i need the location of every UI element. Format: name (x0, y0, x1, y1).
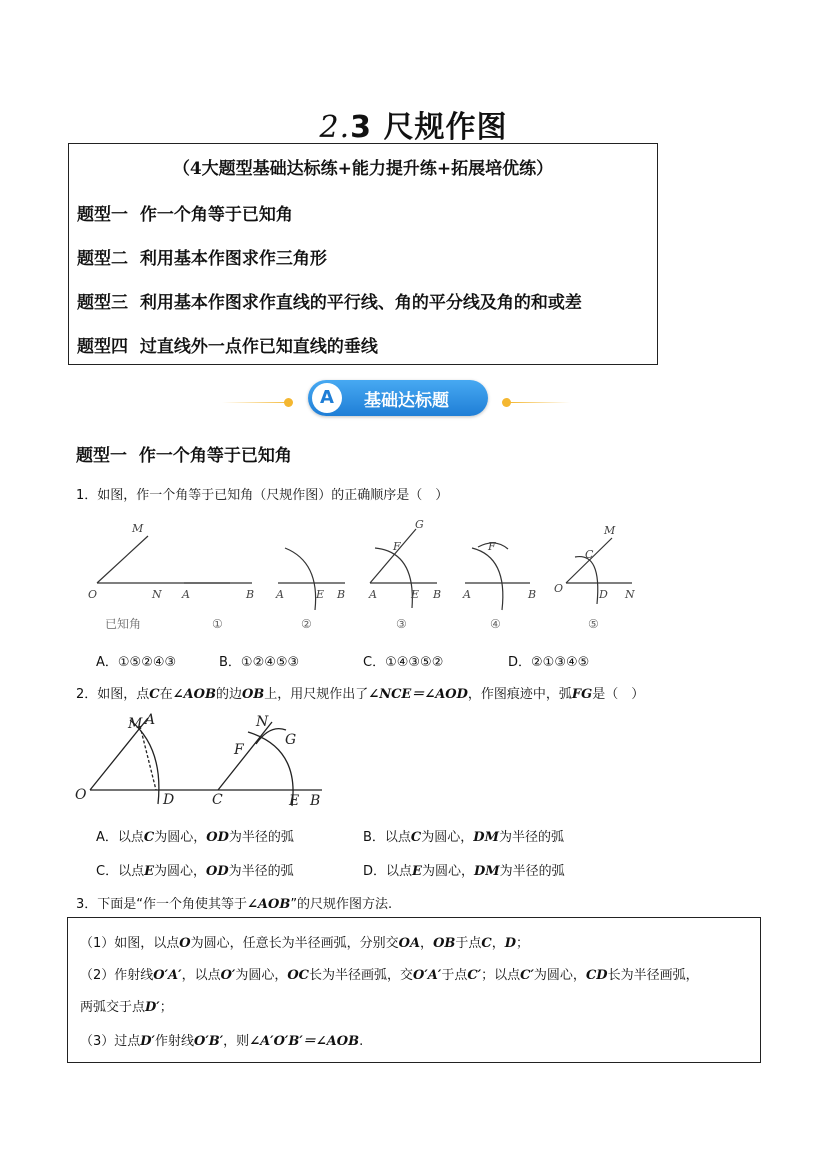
q2-label-g: G (285, 732, 297, 748)
q3-math-angle: ∠AOB (247, 897, 291, 912)
q1-label-o: O (88, 588, 98, 601)
summary-type-3 (77, 288, 582, 313)
step-math: D′ (140, 1034, 155, 1049)
q1-fig5-label-d: D (599, 588, 608, 601)
step-text: . (359, 1034, 364, 1049)
step-text: ； (516, 936, 530, 951)
type-label: 题型一 (77, 205, 128, 225)
step-text: （1）如图，以点 (80, 936, 180, 951)
q1-caption-3: ③ (396, 617, 407, 631)
section-heading (76, 441, 292, 466)
step-3 (80, 1030, 363, 1049)
q1-fig5-label-m: M (604, 524, 616, 537)
step-text: ，以点 (181, 968, 221, 983)
q2-math-fg: FG (571, 687, 593, 702)
q1-fig1-label-a: A (182, 588, 190, 601)
q1-fig3-label-a: A (369, 588, 377, 601)
q1-caption-given: 已知角 (105, 617, 142, 631)
step-text: 于点 (455, 936, 482, 951)
q2-label-a: A (145, 712, 156, 728)
q2-math-ob: OB (241, 687, 265, 702)
q2-text: 上，用尺规作出了 (264, 687, 369, 702)
step-text: 作射线 (154, 1034, 194, 1049)
step-math: O′B′ (194, 1034, 224, 1049)
q3-text: ”的尺规作图方法. (290, 897, 393, 912)
opt-text: C．以点 (96, 864, 145, 879)
q2-label-e: E (289, 793, 300, 809)
q2-math-angle-aob: ∠AOB (172, 687, 216, 702)
q1-fig3-arc (375, 548, 412, 608)
step-text: （2）作射线 (80, 968, 154, 983)
q2-option-a[interactable] (96, 826, 294, 845)
type-label: 题型二 (77, 249, 128, 269)
q2-option-c[interactable] (96, 860, 294, 879)
question-type-summary (68, 143, 658, 365)
q1-caption-4: ④ (490, 617, 501, 631)
opt-text: 为半径的弧 (499, 864, 565, 879)
step-text: ， (491, 936, 505, 951)
q2-arc-md (130, 720, 159, 804)
question-2-figure (72, 708, 334, 812)
opt-text: 为半径的弧 (498, 830, 564, 845)
step-1 (80, 932, 529, 951)
q1-fig5-label-o: O (554, 582, 564, 595)
q1-label-m: M (132, 522, 144, 535)
summary-subtitle: （4大题型基础达标练+能力提升练+拓展培优练） (172, 159, 554, 179)
q1-fig1-label-b: B (246, 588, 255, 601)
step-math: C (481, 936, 492, 951)
q1-fig3-label-e: E (411, 588, 420, 601)
q2-chord-dm (140, 726, 156, 790)
opt-center: C (143, 830, 155, 845)
q2-ray-cn (218, 722, 272, 790)
type-text: 过直线外一点作已知直线的垂线 (139, 337, 378, 357)
q1-caption-5: ⑤ (588, 617, 599, 631)
q2-text: 是（ ） (592, 687, 645, 702)
opt-text: 为圆心， (154, 864, 207, 879)
step-math: C′ (467, 968, 482, 983)
section-label: 题型一 (76, 446, 127, 466)
q2-text: ，作图痕迹中，弧 (467, 687, 572, 702)
opt-center: E (144, 864, 154, 879)
q1-label-n: N (152, 588, 162, 601)
q2-text: 在 (159, 687, 173, 702)
step-math: O′ (220, 968, 236, 983)
q1-caption-1: ① (212, 617, 223, 631)
q2-text: 的边 (215, 687, 242, 702)
q3-text: 3．下面是“作一个角使其等于 (76, 897, 248, 912)
step-math: OB (433, 936, 456, 951)
opt-text: 为半径的弧 (228, 830, 294, 845)
question-2-stem (76, 683, 644, 702)
opt-center: E (412, 864, 422, 879)
q2-label-d: D (163, 792, 175, 808)
step-text: ；以点 (481, 968, 521, 983)
banner-letter: A (312, 383, 342, 413)
q2-text: 2．如图，点 (76, 687, 150, 702)
q1-caption-2: ② (301, 617, 312, 631)
opt-text: 为半径的弧 (228, 864, 294, 879)
q1-option-b[interactable]: B．①②④⑤③ (219, 655, 300, 670)
summary-type-2 (77, 244, 327, 269)
q2-label-n: N (256, 714, 269, 730)
q1-option-a[interactable]: A．①⑤②④③ (96, 655, 177, 670)
opt-radius: DM (473, 864, 500, 879)
step-text: 为圆心，任意长为半径画弧，分别交 (190, 936, 399, 951)
step-text: 长为半径画弧， (607, 968, 699, 983)
step-text: ，则 (223, 1034, 250, 1049)
q2-math-eq: ∠NCE＝∠AOD (368, 687, 468, 702)
step-math: O (179, 936, 191, 951)
title-chapter-number: 2. (319, 110, 351, 145)
banner-line-right (510, 402, 570, 403)
q1-fig0-ray-om (97, 536, 148, 583)
q2-label-c: C (212, 792, 223, 808)
step-text: 为圆心， (235, 968, 288, 983)
step-2-continued (80, 996, 173, 1015)
banner-label: 基础达标题 (364, 391, 449, 411)
summary-type-1 (77, 200, 293, 225)
q1-fig2-label-e: E (316, 588, 325, 601)
opt-text: D．以点 (363, 864, 413, 879)
opt-text: A．以点 (96, 830, 144, 845)
type-text: 利用基本作图求作三角形 (139, 249, 327, 269)
question-3-stem (76, 893, 392, 912)
question-1-figure (80, 512, 660, 638)
step-math: OA (398, 936, 421, 951)
opt-radius: OD (206, 830, 229, 845)
step-text: 为圆心， (533, 968, 586, 983)
summary-type-4 (77, 332, 378, 357)
q2-label-f: F (234, 742, 244, 758)
q1-fig3-label-f: F (393, 540, 401, 553)
opt-radius: OD (206, 864, 229, 879)
type-label: 题型四 (77, 337, 128, 357)
step-2 (80, 964, 699, 983)
type-text: 作一个角等于已知角 (139, 205, 293, 225)
q2-label-m: M (128, 716, 143, 732)
section-banner (308, 380, 488, 416)
step-text: 长为半径画弧，交 (309, 968, 414, 983)
step-text: 于点 (441, 968, 468, 983)
q1-fig4-label-a: A (463, 588, 471, 601)
type-text: 利用基本作图求作直线的平行线、角的平分线及角的和或差 (139, 293, 582, 313)
q1-fig5-label-c: C (585, 548, 594, 561)
q1-fig3-label-g: G (415, 518, 424, 531)
q1-fig2-label-b: B (337, 588, 346, 601)
q1-fig2-label-a: A (276, 588, 284, 601)
q1-fig4-arc-large (472, 548, 503, 610)
step-text: （3）过点 (80, 1034, 141, 1049)
opt-text: 为圆心， (154, 830, 207, 845)
q2-label-o: O (75, 787, 87, 803)
title-text: 3 尺规作图 (350, 110, 508, 145)
banner-dot-left (284, 398, 293, 407)
step-math: C′ (520, 968, 534, 983)
opt-text: 为圆心， (421, 864, 474, 879)
step-text: 两弧交于点 (80, 1000, 146, 1015)
step-math: O′A′ (413, 968, 442, 983)
step-math: O′A′ (153, 968, 182, 983)
opt-center: C (410, 830, 422, 845)
q2-label-b: B (310, 793, 321, 809)
opt-text: B．以点 (363, 830, 411, 845)
q2-math-c: C (149, 687, 160, 702)
step-text: ， (420, 936, 434, 951)
opt-text: 为圆心， (421, 830, 474, 845)
q1-fig5-label-n: N (625, 588, 635, 601)
q1-fig2-arc (285, 548, 316, 610)
step-math: D′ (145, 1000, 160, 1015)
question-1-stem: 1．如图，作一个角等于已知角（尺规作图）的正确顺序是（ ） (76, 488, 449, 503)
step-text: ； (159, 1000, 173, 1015)
section-text: 作一个角等于已知角 (138, 446, 292, 466)
opt-radius: DM (473, 830, 499, 845)
step-math: D (504, 936, 517, 951)
q1-fig4-label-f: F (488, 540, 496, 553)
q1-fig3-label-b: B (433, 588, 442, 601)
construction-steps-box (67, 917, 761, 1063)
q1-fig4-label-b: B (528, 588, 537, 601)
q1-option-d[interactable]: D．②①③④⑤ (508, 655, 590, 670)
q1-option-c[interactable]: C．①④③⑤② (363, 655, 444, 670)
step-math: ∠A′O′B′＝∠AOB (249, 1034, 360, 1049)
type-label: 题型三 (77, 293, 128, 313)
q2-option-d[interactable] (363, 860, 565, 879)
page-title (0, 102, 827, 146)
step-math: OC (287, 968, 310, 983)
banner-line-left (222, 402, 292, 403)
step-math: CD (585, 968, 608, 983)
q2-option-b[interactable] (363, 826, 564, 845)
